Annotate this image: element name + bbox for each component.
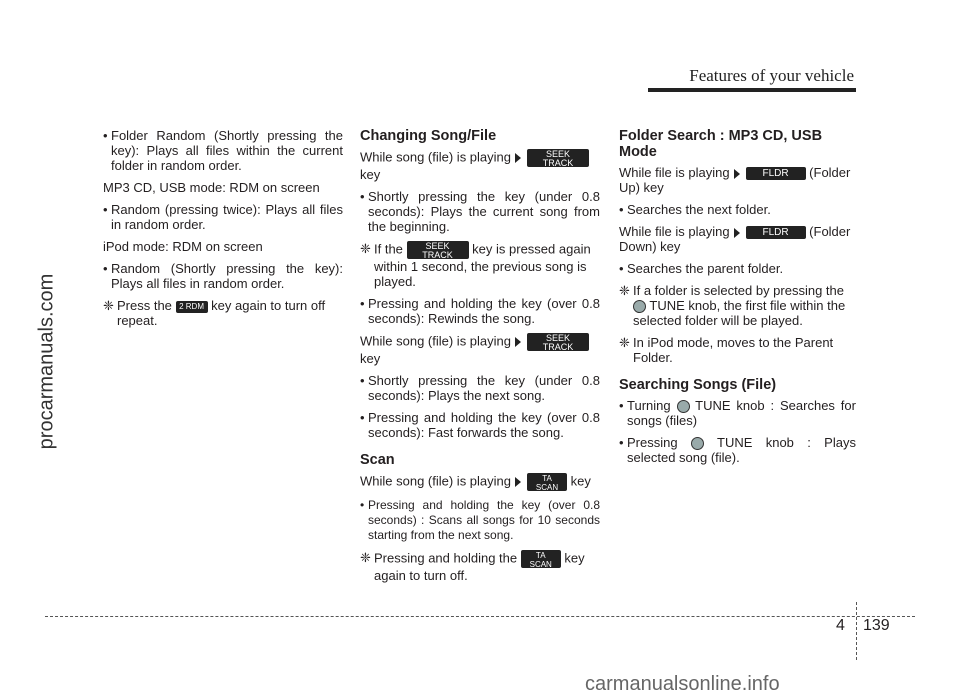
play-arrow-icon [515,477,521,487]
ta-label: TA [535,551,546,560]
tune-knob-icon [677,400,690,413]
text-pre: While file is playing [619,165,730,180]
mp3-usb-mode-line: MP3 CD, USB mode: RDM on screen [103,180,320,195]
text-post: TUNE knob : Searches for songs (files) [627,398,856,429]
text-pre: Pressing [627,435,678,451]
bullet-folder-random: • Folder Random (Shortly pressing the key): Plays all files within the current folder in random order. [103,128,343,173]
note-scan-off [360,550,600,583]
text-post: (Folder Up) key [619,165,851,196]
scan-label: SCAN [535,483,559,492]
header-rule [648,88,856,92]
seek-track-down-key-icon [527,149,589,167]
play-arrow-icon [734,169,740,179]
text-pre: Turning [627,398,671,414]
heading-scan: Scan [360,452,395,468]
note-mark-icon: ❈ [360,241,371,257]
text-post: key [360,351,381,366]
bullet-rewind: • Pressing and holding the key (over 0.8 seconds): Rewinds the song. [360,296,600,326]
note-text-post: key is pressed again within 1 second, the previous song is played. [374,241,591,289]
bullet-next-folder: • Searches the next folder. [619,202,856,217]
bullet-scan-all: • Pressing and holding the key (over 0.8 seconds) : Scans all songs for 10 seconds starting from the next song. [360,498,600,543]
chapter-number: 4 [836,617,845,634]
bullet-shortly-next: • Shortly pressing the key (under 0.8 seconds): Plays the next song. [360,373,600,403]
column-2 [360,128,600,590]
play-arrow-icon [515,153,521,163]
text-pre: While song (file) is playing [360,149,512,165]
note-ipod-parent [619,335,856,365]
footer-watermark: carmanualsonline.info [585,673,780,695]
column-1 [103,128,343,335]
fldr-down-key-icon: FLDR [746,226,806,239]
section-title: Features of your vehicle [689,66,854,85]
page-number-divider [856,602,857,660]
while-playing-seek-down [360,333,600,366]
note-mark-icon: ❈ [619,283,630,299]
ta-scan-key-icon [527,473,567,491]
note-text-post: TUNE knob, the first file within the selected folder will be played. [633,298,846,329]
seek-label: SEEK [546,333,571,343]
bullet-random-shortly: • Random (Shortly pressing the key): Plays all files in random order. [103,261,343,291]
text-post: key [360,167,381,182]
ta-label: TA [542,474,552,483]
text-pre: While file is playing [619,224,730,240]
footer-rule [45,616,915,617]
note-repeat-off [103,298,343,328]
note-text: In iPod mode, moves to the Parent Folder. [633,335,834,366]
note-previous-song [360,241,600,289]
note-text-pre: If a folder is selected by pressing the [633,283,845,299]
text-pre: While song (file) is playing [360,473,512,489]
seek-label: SEEK [425,241,450,251]
while-playing-seek-up [360,149,600,182]
seek-track-up-key-icon [527,333,589,351]
note-mark-icon: ❈ [360,550,371,566]
ta-scan-key-icon [521,550,561,568]
text-pre: While song (file) is playing [360,333,512,349]
note-text-pre: Pressing and holding the [374,550,518,566]
heading-changing-song: Changing Song/File [360,128,497,144]
note-text-post: key again to turn off. [374,550,585,583]
side-watermark: procarmanuals.com [35,273,58,450]
fldr-up-key-icon: FLDR [746,167,806,180]
ipod-mode-line: iPod mode: RDM on screen [103,239,263,254]
rdm-key-icon: 2 RDM [176,301,208,313]
scan-label: SCAN [529,560,552,569]
note-mark-icon: ❈ [619,335,630,351]
seek-track-key-icon [407,241,469,259]
note-text-pre: If the [374,241,403,257]
text-post: (Folder Down) key [619,224,851,255]
note-text-pre: Press the [117,298,172,313]
play-arrow-icon [515,337,521,347]
note-folder-selected [619,283,856,328]
bullet-pressing-tune [619,435,856,465]
while-playing-folder-down [619,224,856,254]
note-mark-icon: ❈ [103,298,114,313]
bullet-fast-forward: • Pressing and holding the key (over 0.8 seconds): Fast forwards the song. [360,410,600,440]
track-label: TRACK [542,158,574,168]
track-label: TRACK [422,250,453,260]
text-post: TUNE knob : Plays selected song (file). [627,435,856,466]
while-playing-scan [360,473,600,491]
tune-knob-icon [633,300,646,313]
bullet-parent-folder: • Searches the parent folder. [619,261,856,276]
column-3 [619,128,856,472]
heading-folder-search: Folder Search : MP3 CD, USB Mode [619,128,823,160]
bullet-shortly-prev: • Shortly pressing the key (under 0.8 seconds): Plays the current song from the beginning. [360,189,600,234]
bullet-turning-tune [619,398,856,428]
bullet-random-twice: • Random (pressing twice): Plays all files in random order. [103,202,343,232]
tune-knob-icon [691,437,704,450]
heading-searching-songs: Searching Songs (File) [619,377,777,394]
page-number: 139 [863,617,890,634]
play-arrow-icon [734,228,740,238]
while-playing-folder-up [619,165,856,195]
note-text-post: key again to turn off repeat. [117,298,326,328]
track-label: TRACK [542,342,574,352]
seek-label: SEEK [546,149,571,159]
text-post: key [570,473,591,489]
